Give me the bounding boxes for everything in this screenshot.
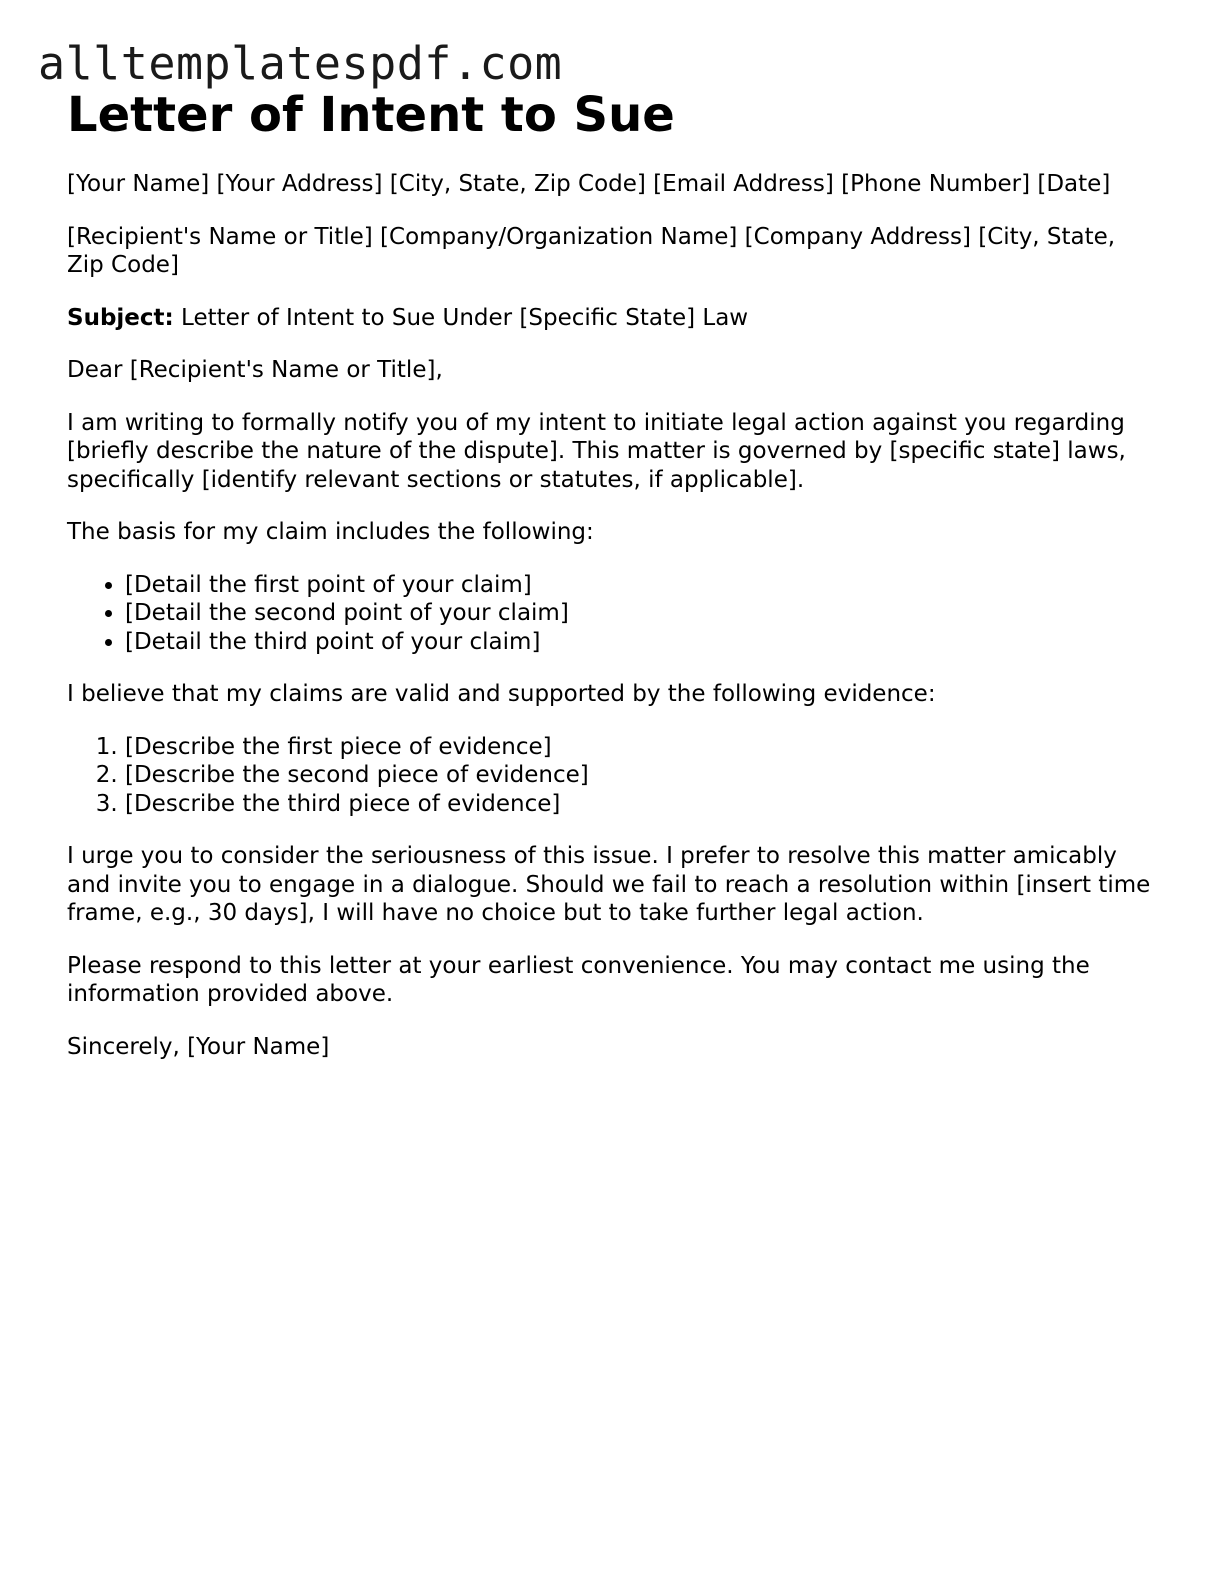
list-item: 1. [Describe the first piece of evidence] — [125, 733, 1157, 762]
watermark-text: alltemplatespdf.com — [38, 37, 563, 90]
list-item: 2. [Describe the second piece of evidence] — [125, 761, 1157, 790]
sender-block: [Your Name] [Your Address] [City, State, Zip Code] [Email Address] [Phone Number] [Date] — [67, 171, 1111, 197]
list-item: • [Detail the third point of your claim] — [125, 628, 1157, 657]
closing-request: Please respond to this letter at your earliest convenience. You may contact me using the information provided above. — [67, 952, 1090, 1007]
subject-label: Subject: — [67, 304, 174, 331]
subject-line — [67, 304, 1157, 333]
letter-document — [67, 86, 1157, 1085]
letter-title: Letter of Intent to Sue — [67, 87, 675, 143]
urge-paragraph: I urge you to consider the seriousness of this issue. I prefer to resolve this matter amicably and invite you to engage in a dialogue. Should we fail to reach a resolution within [insert time frame, e.g., 30 days], I will have no choice but to take further legal action. — [67, 843, 1151, 926]
subject-text: Letter of Intent to Sue Under [Specific State] Law — [181, 304, 749, 331]
intro-paragraph: I am writing to formally notify you of my intent to initiate legal action against you regarding [briefly describe the nature of the dispute]. This matter is governed by [specific state] laws, specifically [identify relevant sections or statutes, if applicable]. — [67, 409, 1126, 493]
list-item: 3. [Describe the third piece of evidence] — [125, 790, 1157, 819]
basis-intro: The basis for my claim includes the following: — [67, 519, 594, 545]
recipient-block: [Recipient's Name or Title] [Company/Organization Name] [Company Address] [City, State, Zip Code] — [67, 223, 1116, 278]
evidence-list — [67, 733, 1157, 819]
claims-list — [67, 571, 1157, 657]
list-item: • [Detail the first point of your claim] — [125, 571, 1157, 600]
evidence-intro: I believe that my claims are valid and supported by the following evidence: — [67, 681, 936, 707]
signoff: Sincerely, [Your Name] — [67, 1033, 330, 1060]
list-item: • [Detail the second point of your claim] — [125, 599, 1157, 628]
salutation: Dear [Recipient's Name or Title], — [67, 357, 443, 383]
